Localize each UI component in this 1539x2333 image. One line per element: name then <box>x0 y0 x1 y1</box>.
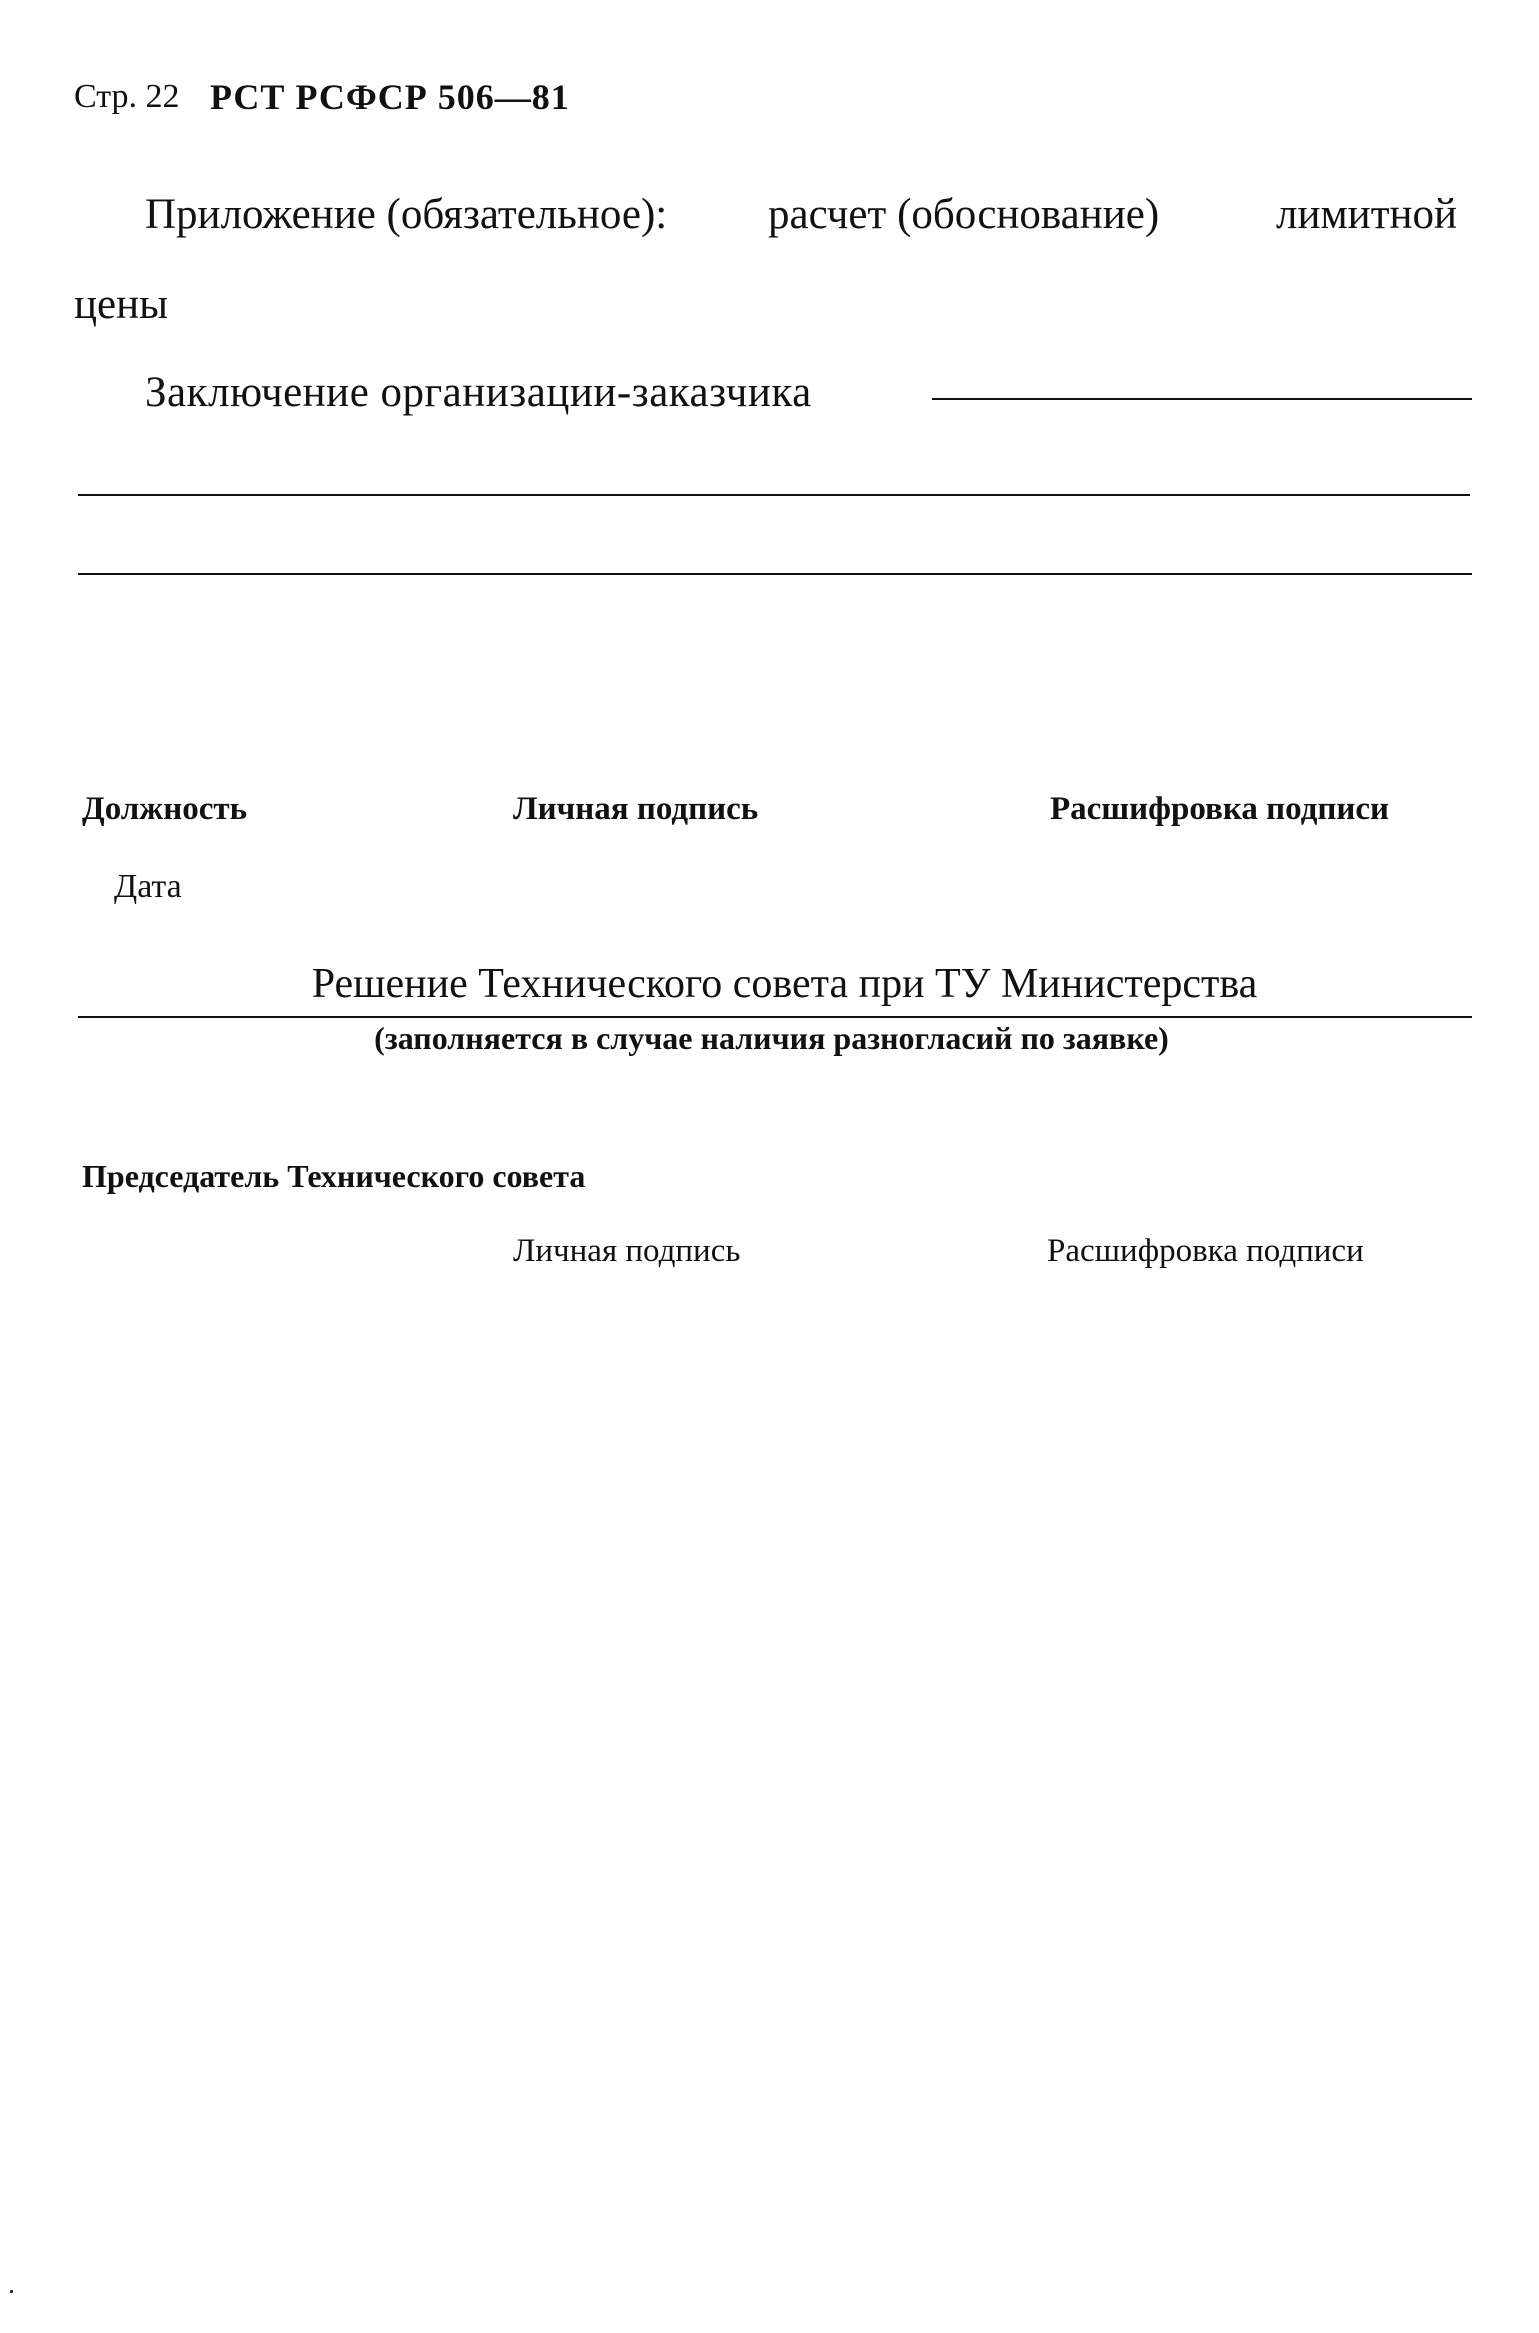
conclusion-fill-line-3[interactable] <box>78 573 1472 575</box>
conclusion-fill-line[interactable] <box>932 398 1472 400</box>
signature-decoding-label: Расшифровка подписи <box>1050 791 1390 827</box>
appendix-subject-end: лимитной <box>1276 191 1458 238</box>
signature-label: Личная подпись <box>513 791 759 827</box>
appendix-subject: расчет (обоснование) <box>768 191 1160 238</box>
decision-note-text: (заполняется в случае наличия разногласий по заявке) <box>374 1020 1169 1056</box>
date-label: Дата <box>114 868 182 905</box>
chairman-decoding-label: Расшифровка подписи <box>1047 1233 1364 1269</box>
standard-code: РСТ РСФСР 506—81 <box>210 77 570 117</box>
decision-note <box>0 1020 1539 1057</box>
position-label: Должность <box>82 791 248 827</box>
decision-title <box>0 960 1539 1008</box>
chairman-title: Председатель Технического совета <box>82 1158 586 1194</box>
conclusion-label: Заключение организации-заказчика <box>145 369 812 416</box>
appendix-continuation: цены <box>74 281 168 328</box>
page-number: Стр. 22 <box>74 78 180 115</box>
chairman-signature-label: Личная подпись <box>513 1233 741 1269</box>
scan-speck <box>10 2290 13 2293</box>
decision-title-text: Решение Технического совета при ТУ Министерства <box>311 961 1258 1007</box>
appendix-label: Приложение (обязательное): <box>145 191 668 238</box>
decision-fill-line[interactable] <box>78 1016 1472 1018</box>
conclusion-fill-line-2[interactable] <box>78 494 1470 496</box>
